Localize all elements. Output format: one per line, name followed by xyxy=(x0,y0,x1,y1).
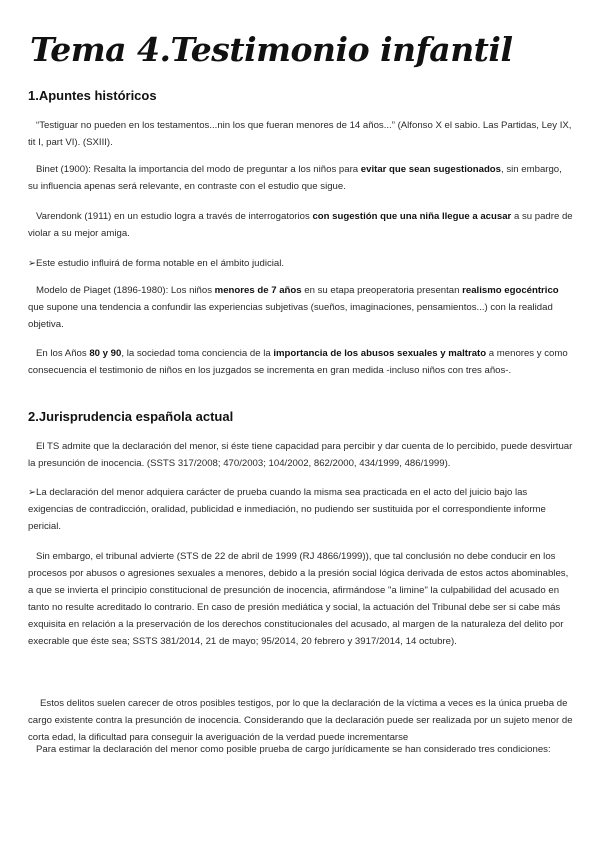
bold-text: realismo egocéntrico xyxy=(462,285,559,296)
paragraph-para-estimar: Para estimar la declaración del menor como posible prueba de cargo jurídicamente se han considerado tres condiciones: xyxy=(36,744,551,755)
text-run: Binet (1900): Resalta la importancia del modo de preguntar a los niños para xyxy=(36,164,361,175)
text-run: En los Años xyxy=(36,348,90,359)
bold-text: menores de 7 años xyxy=(214,285,302,296)
bold-text: importancia de los abusos sexuales y maltrato xyxy=(273,348,487,359)
paragraph-declaracion-prueba: ➢La declaración del menor adquiera carácter de prueba cuando la misma sea practicada en el acto del juicio bajo las exigencias de contradicción, oralidad, publicidad e inmediación, no pudiendo ser sustituida por el correspondiente informe pericial. xyxy=(28,487,546,532)
text-run: , la sociedad toma conciencia de la xyxy=(121,348,274,359)
paragraph-varendonk xyxy=(28,208,574,242)
text-run: , sin embargo, su influencia apenas será relevante, en contraste con el estudio que sigue. xyxy=(28,164,562,192)
bold-text: 80 y 90 xyxy=(89,348,122,359)
section-heading-apuntes-historicos: 1.Apuntes históricos xyxy=(28,88,157,103)
paragraph-piaget xyxy=(28,282,574,333)
bold-text: evitar que sean sugestionados xyxy=(360,164,502,175)
paragraph-alfonso-x: “Testiguar no pueden en los testamentos...nin los que fueran menores de 14 años...” (Alfonso X el sabio. Las Partidas, Ley IX, tit I, part VI). (SXIII). xyxy=(28,120,572,148)
bold-text: con sugestión que una niña llegue a acusar xyxy=(312,211,512,222)
text-run: Modelo de Piaget (1896-1980): Los niños xyxy=(36,285,215,296)
text-run: en su etapa preoperatoria presentan xyxy=(301,285,463,296)
text-run: que supone una tendencia a confundir las experiencias subjetivas (sueños, imaginaciones, pensamientos...) con la realidad objetiva. xyxy=(28,302,553,330)
paragraph-estudio-influira: ➢Este estudio influirá de forma notable en el ámbito judicial. xyxy=(28,258,285,269)
text-run: a su padre de violar a su mejor amiga. xyxy=(28,211,573,239)
paragraph-sin-embargo: Sin embargo, el tribunal advierte (STS de 22 de abril de 1999 (RJ 4866/1999)), que tal conclusión no debe conducir en los procesos por abusos o agresiones sexuales a menores, debido a la presión social lógica derivada de estos actos abominables, a que se invierta el principio constitucional de presunción de inocencia, afirmándose "a limine" la culpabilidad del acusado en tanto no resulte acreditado lo contrario. En caso de presión mediática y social, la actuación del Tribunal debe ser si cabe más exquisita en relación a la preservación de los derechos constitucionales del acusado, al margen de la naturaleza del delito por execrable que éste sea; SSTS 381/2014, 21 de mayo; 95/2014, 20 febrero y 3917/2014, 14 octubre). xyxy=(28,551,569,647)
document-title: Tema 4.Testimonio infantil xyxy=(30,30,513,69)
text-run: Varendonk (1911) en un estudio logra a través de interrogatorios xyxy=(36,211,313,222)
text-run: a menores y como consecuencia el testimonio de niños en los juzgados se incrementa en gran medida -incluso niños con tres años-. xyxy=(28,348,568,376)
paragraph-binet xyxy=(28,161,574,195)
section-heading-jurisprudencia: 2.Jurisprudencia española actual xyxy=(28,409,234,424)
paragraph-ts-admite: El TS admite que la declaración del menor, si éste tiene capacidad para percibir y dar cuenta de lo percibido, puede desvirtuar la presunción de inocencia. (SSTS 317/2008; 470/2003; 104/2002, 862/2000, 434/1999, 486/1999). xyxy=(28,441,573,469)
paragraph-estos-delitos: Estos delitos suelen carecer de otros posibles testigos, por lo que la declaración de la víctima a veces es la única prueba de cargo existente contra la presunción de inocencia. Considerando que la declaración puede ser realizada por un sujeto menor de corta edad, la dificultad para conseguir la averiguación de la verdad puede incrementarse xyxy=(28,698,573,743)
paragraph-anos-80-90 xyxy=(28,345,574,379)
